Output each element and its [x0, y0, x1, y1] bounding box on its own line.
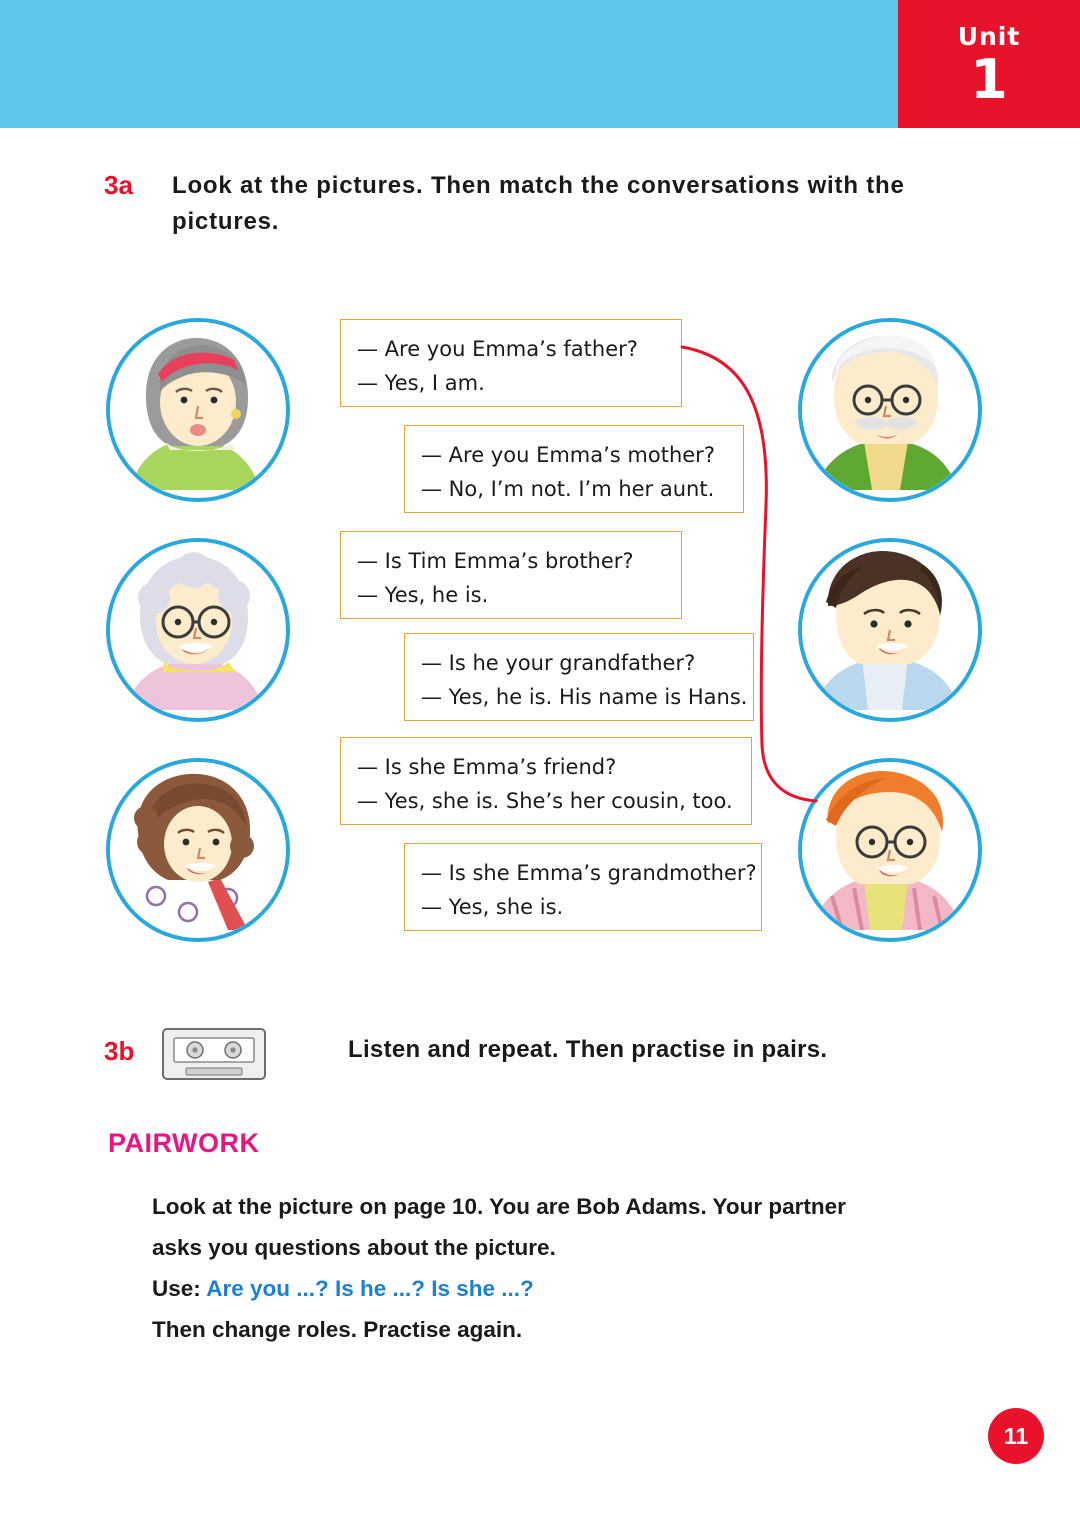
pairwork-line-4: Then change roles. Practise again.	[152, 1317, 523, 1342]
conversation-box-6[interactable]	[404, 843, 762, 931]
exercise-3b-heading	[104, 1028, 1004, 1078]
conversation-line: — Is she Emma’s friend?	[357, 755, 617, 779]
portrait-woman-headband[interactable]	[106, 318, 290, 502]
conversation-line: — Is he your grandfather?	[421, 651, 696, 675]
portrait-curly-hair-girl-image	[110, 762, 278, 930]
conversation-box-2[interactable]	[404, 425, 744, 513]
header-blue-band	[0, 0, 898, 128]
conversation-box-4[interactable]	[404, 633, 754, 721]
conversation-box-5[interactable]	[340, 737, 752, 825]
conversation-line: — Are you Emma’s father?	[357, 337, 638, 361]
conversation-line: — Yes, she is.	[421, 895, 564, 919]
pairwork-use-phrases: Are you ...? Is he ...? Is she ...?	[206, 1276, 534, 1301]
conversation-line: — No, I’m not. I’m her aunt.	[421, 477, 715, 501]
portrait-boy-brown-hair-image	[802, 542, 970, 710]
unit-label: Unit	[957, 22, 1021, 51]
pairwork-line-1: Look at the picture on page 10. You are Bob Adams. Your partner	[152, 1194, 846, 1219]
conversation-line: — Yes, he is.	[357, 583, 489, 607]
conversation-line: — Are you Emma’s mother?	[421, 443, 715, 467]
exercise-3a-heading	[104, 168, 1004, 240]
pairwork-heading: PAIRWORK	[108, 1128, 260, 1158]
exercise-3a-number: 3a	[104, 170, 133, 200]
matching-activity	[0, 305, 1080, 950]
exercise-3a-title: Look at the pictures. Then match the conversations with the pictures.	[172, 172, 905, 235]
page-number-badge: 11	[988, 1408, 1044, 1464]
portrait-boy-orange-hair[interactable]	[798, 758, 982, 942]
portrait-woman-headband-image	[110, 322, 278, 490]
page-header	[0, 0, 1080, 128]
conversation-line: — Is Tim Emma’s brother?	[357, 549, 634, 573]
conversation-line: — Is she Emma’s grandmother?	[421, 861, 757, 885]
pairwork-line-3	[152, 1268, 1012, 1309]
conversation-line: — Yes, he is. His name is Hans.	[421, 685, 748, 709]
unit-number: 1	[970, 48, 1008, 111]
portrait-old-man-moustache[interactable]	[798, 318, 982, 502]
portrait-old-woman-glasses[interactable]	[106, 538, 290, 722]
conversation-line: — Yes, she is. She’s her cousin, too.	[357, 789, 733, 813]
portrait-boy-brown-hair[interactable]	[798, 538, 982, 722]
portrait-old-man-moustache-image	[802, 322, 970, 490]
pairwork-use-label: Use:	[152, 1276, 201, 1301]
conversation-box-1[interactable]	[340, 319, 682, 407]
portrait-old-woman-glasses-image	[110, 542, 278, 710]
cassette-icon	[162, 1028, 266, 1085]
conversation-box-3[interactable]	[340, 531, 682, 619]
unit-badge	[898, 0, 1080, 128]
exercise-3b-title: Listen and repeat. Then practise in pairs.	[348, 1036, 828, 1063]
portrait-curly-hair-girl[interactable]	[106, 758, 290, 942]
conversation-line: — Yes, I am.	[357, 371, 485, 395]
portrait-boy-orange-hair-image	[802, 762, 970, 930]
exercise-3b-number: 3b	[104, 1036, 135, 1066]
pairwork-body	[152, 1186, 1012, 1350]
pairwork-line-2: asks you questions about the picture.	[152, 1235, 556, 1260]
